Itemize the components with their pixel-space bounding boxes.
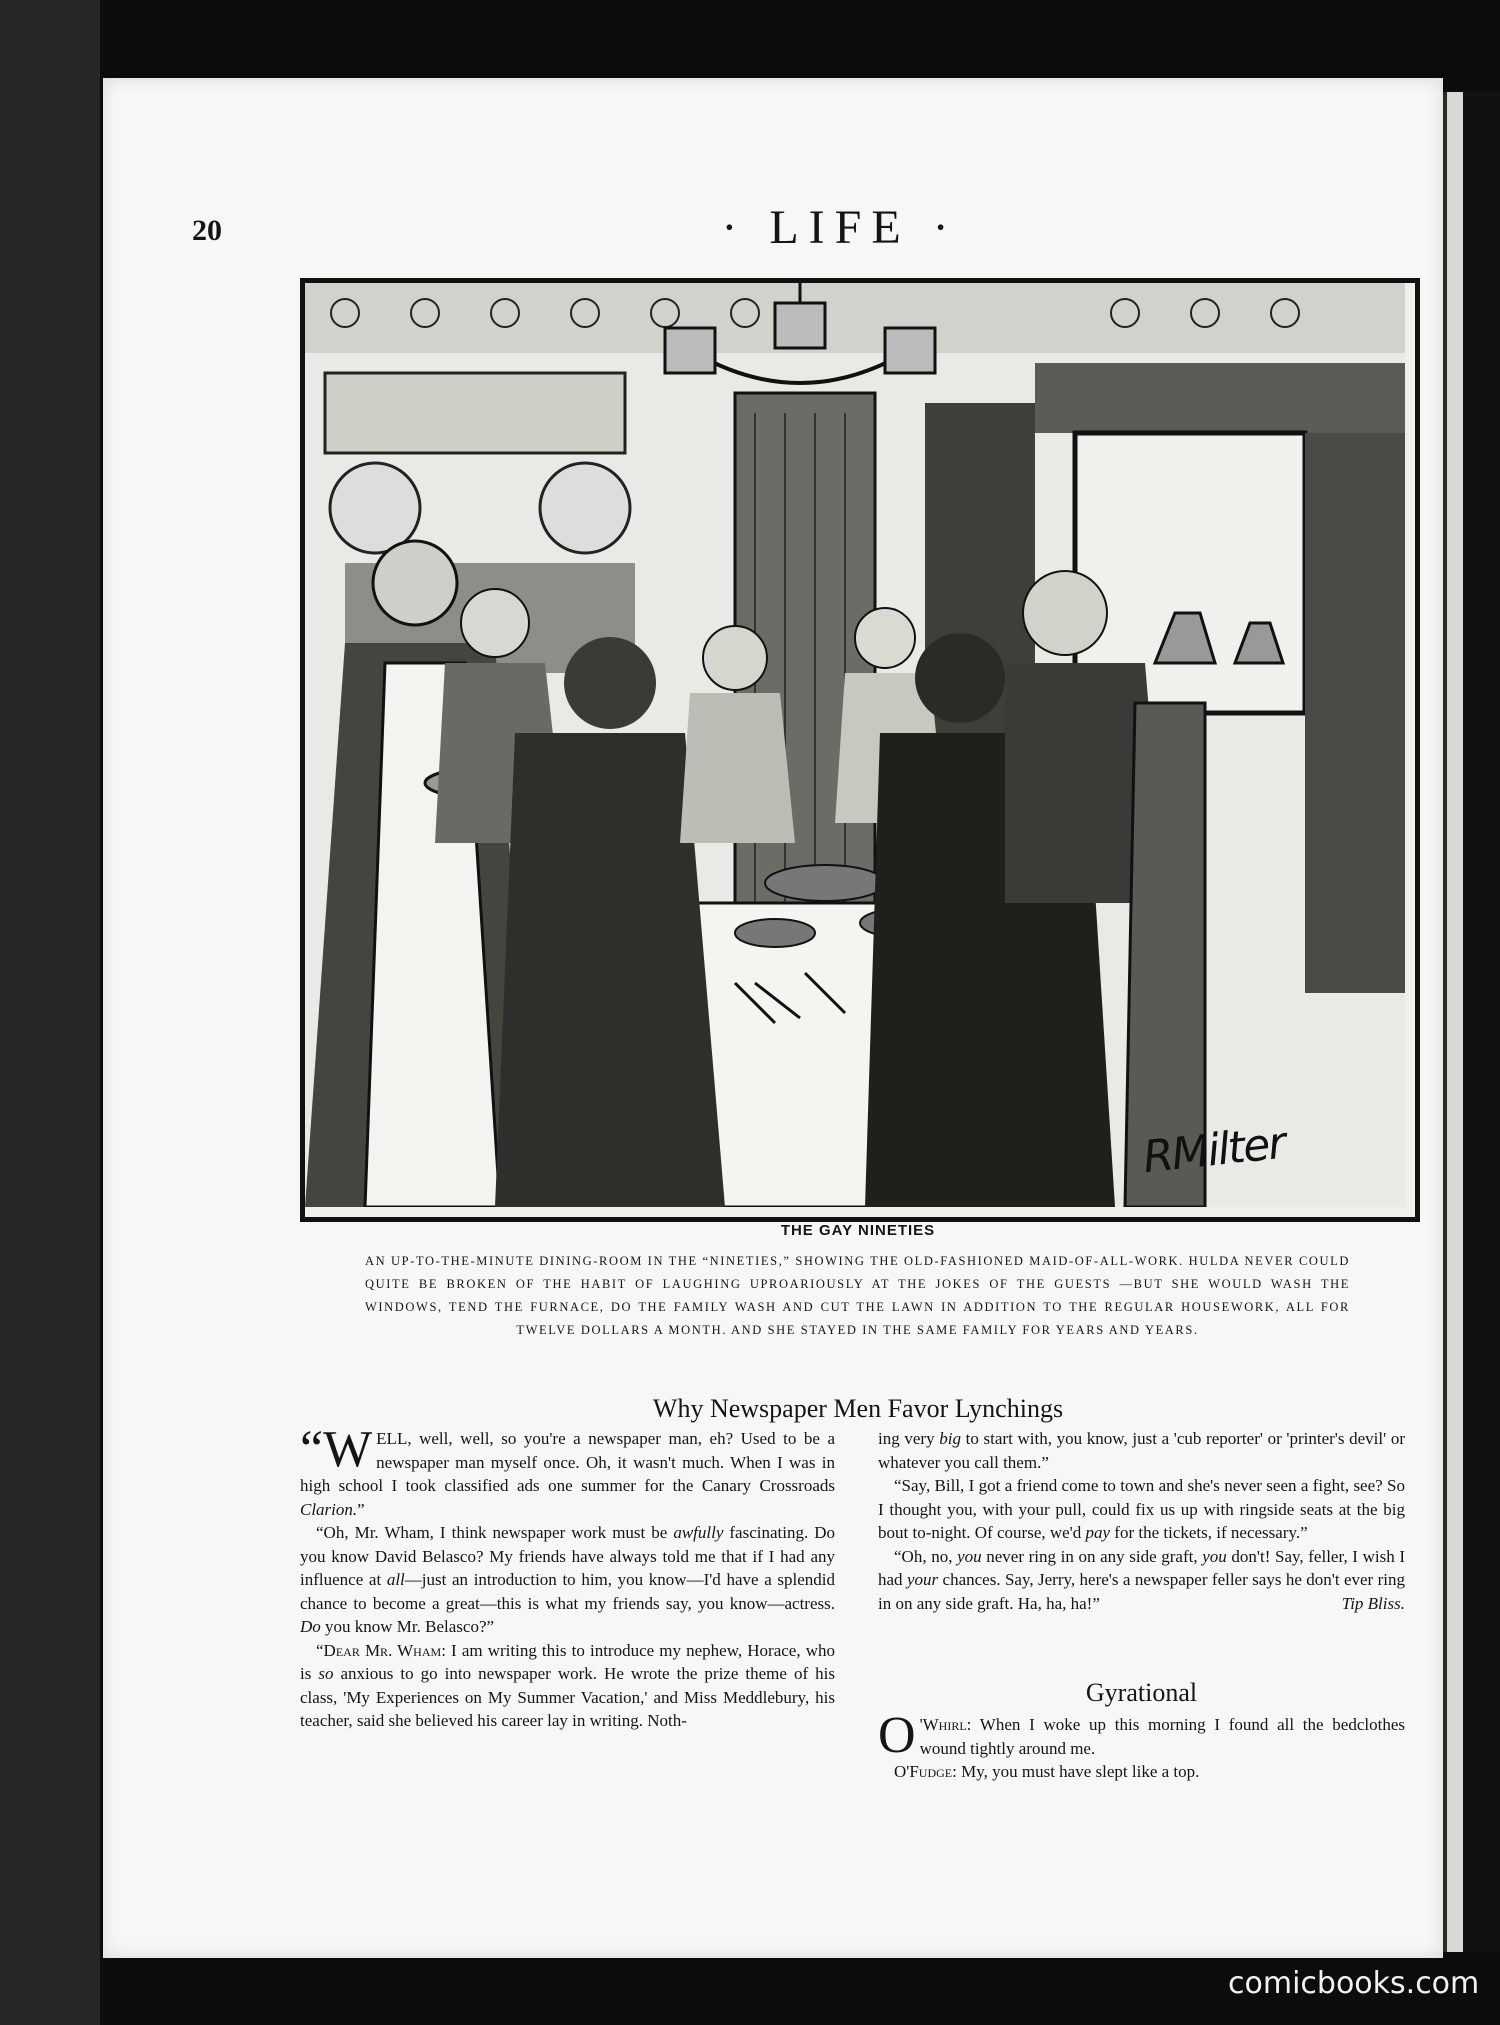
paragraph-text: —just an introduction to him, you know—I'd have a splendid chance to become a great—this is what my friends say, you know—actress.: [300, 1570, 836, 1613]
paragraph-text: “Oh, Mr. Wham, I think newspaper work must be: [316, 1523, 674, 1542]
article-paragraph: [300, 1639, 835, 1733]
joke-text: : My, you must have slept like a top.: [952, 1762, 1200, 1781]
binding-shadow: [1463, 92, 1500, 1952]
paragraph-text: : I am writing this to introduce my nephew, Horace, who is: [300, 1640, 835, 1683]
small-caps-text: “Dear Mr. Wham: [316, 1640, 442, 1660]
illustration-drawing: [305, 283, 1405, 1207]
article-paragraph: [878, 1427, 1405, 1474]
article-author: Tip Bliss.: [1341, 1593, 1405, 1613]
article-column-right: [878, 1427, 1405, 1615]
paragraph-text: for the tickets, if necessary.”: [1110, 1523, 1308, 1542]
paragraph-text: ELL, well, well, so you're a newspaper man, eh? Used to be a newspaper man myself once. Oh, it wasn't much. When I was in high school I took classified ads one summer for the Canary Crossroads: [300, 1429, 835, 1495]
italic-text: you: [957, 1546, 982, 1566]
paragraph-text: ”: [357, 1499, 365, 1519]
masthead-title: · LIFE ·: [721, 201, 959, 254]
scan-background: [0, 0, 100, 2025]
paragraph-text: anxious to go into newspaper work. He wrote the prize theme of his class, 'My Experiences on My Summer Vacation,' and Miss Meddlebury, his teacher, said she believed his career lay in writing. Noth-: [300, 1664, 835, 1730]
italic-text: all: [386, 1570, 405, 1589]
paragraph-text: never ring in on any side graft,: [981, 1546, 1203, 1566]
paragraph-text: ing very: [878, 1429, 940, 1448]
paragraph-text: “Say, Bill, I got a friend come to town and she's never seen a fight, see? So I thought you, with your pull, could fix us up with ringside seats at the big bout to-night. Of course, we'd: [878, 1476, 1405, 1542]
paragraph-text: “Oh, no,: [894, 1546, 958, 1566]
italic-text: awfully: [673, 1523, 724, 1542]
paragraph-text: you know Mr. Belasco?”: [320, 1617, 495, 1636]
joke-text: : When I woke up this morning I found all the bedclothes wound tightly around me.: [919, 1715, 1405, 1758]
paragraph-text: chances. Say, Jerry, here's a newspaper feller says he don't ever ring in on any side graft. Ha, ha, ha!”: [878, 1570, 1406, 1613]
joke-line: [878, 1707, 1405, 1764]
illustration-caption-text: AN UP-TO-THE-MINUTE DINING-ROOM IN THE “NINETIES,” SHOWING THE OLD-FASHIONED MAID-OF-ALL-WORK. HULDA NEVER COULD QUITE BE BROKEN OF THE HABIT OF LAUGHING UPROARIOUSLY AT THE JOKES OF THE GUESTS —BUT SHE WOULD WASH THE WINDOWS, TEND THE FURNACE, DO THE FAMILY WASH AND CUT THE LAWN IN ADDITION TO THE REGULAR HOUSEWORK, ALL FOR TWELVE DOLLARS A MONTH. AND SHE STAYED IN THE SAME FAMILY FOR YEARS AND YEARS.: [365, 1254, 1350, 1337]
gyrational-title: Gyrational: [1085, 1678, 1198, 1707]
paragraph-text: to start with, you know, just a 'cub reporter' or 'printer's devil' or whatever you call them.”: [878, 1429, 1405, 1472]
italic-text: Clarion.: [300, 1499, 358, 1519]
article-paragraph: [300, 1421, 835, 1521]
italic-text: you: [1202, 1546, 1227, 1566]
article-paragraph: [300, 1521, 835, 1639]
italic-text: your: [906, 1570, 939, 1589]
italic-text: pay: [1085, 1523, 1111, 1542]
illustration-caption-title: THE GAY NINETIES: [780, 1222, 936, 1239]
paragraph-text: fascinating. Do you know David Belasco? My friends have always told me that if I had any influence at: [300, 1523, 835, 1589]
article-column-left: [300, 1421, 836, 1733]
article-title: Why Newspaper Men Favor Lynchings: [652, 1394, 1064, 1423]
dining-room-illustration: [300, 278, 1420, 1222]
italic-text: so: [318, 1664, 334, 1683]
article-paragraph: [878, 1474, 1405, 1545]
page-number: 20: [192, 214, 222, 247]
drop-cap: O: [878, 1707, 916, 1764]
speaker-name: O'Fudge: [894, 1762, 953, 1781]
gyrational-joke: [878, 1707, 1405, 1784]
speaker-name: 'Whirl: [919, 1715, 967, 1734]
paragraph-text: don't! Say, feller, I wish I had: [878, 1546, 1405, 1589]
site-watermark: comicbooks.com: [1228, 1966, 1480, 2001]
italic-text: Do: [300, 1617, 321, 1636]
artist-signature: RMilter: [1140, 1117, 1287, 1184]
italic-text: big: [939, 1429, 961, 1448]
drop-cap: “W: [300, 1421, 373, 1478]
article-paragraph: [878, 1545, 1405, 1616]
joke-line: [878, 1760, 1405, 1784]
